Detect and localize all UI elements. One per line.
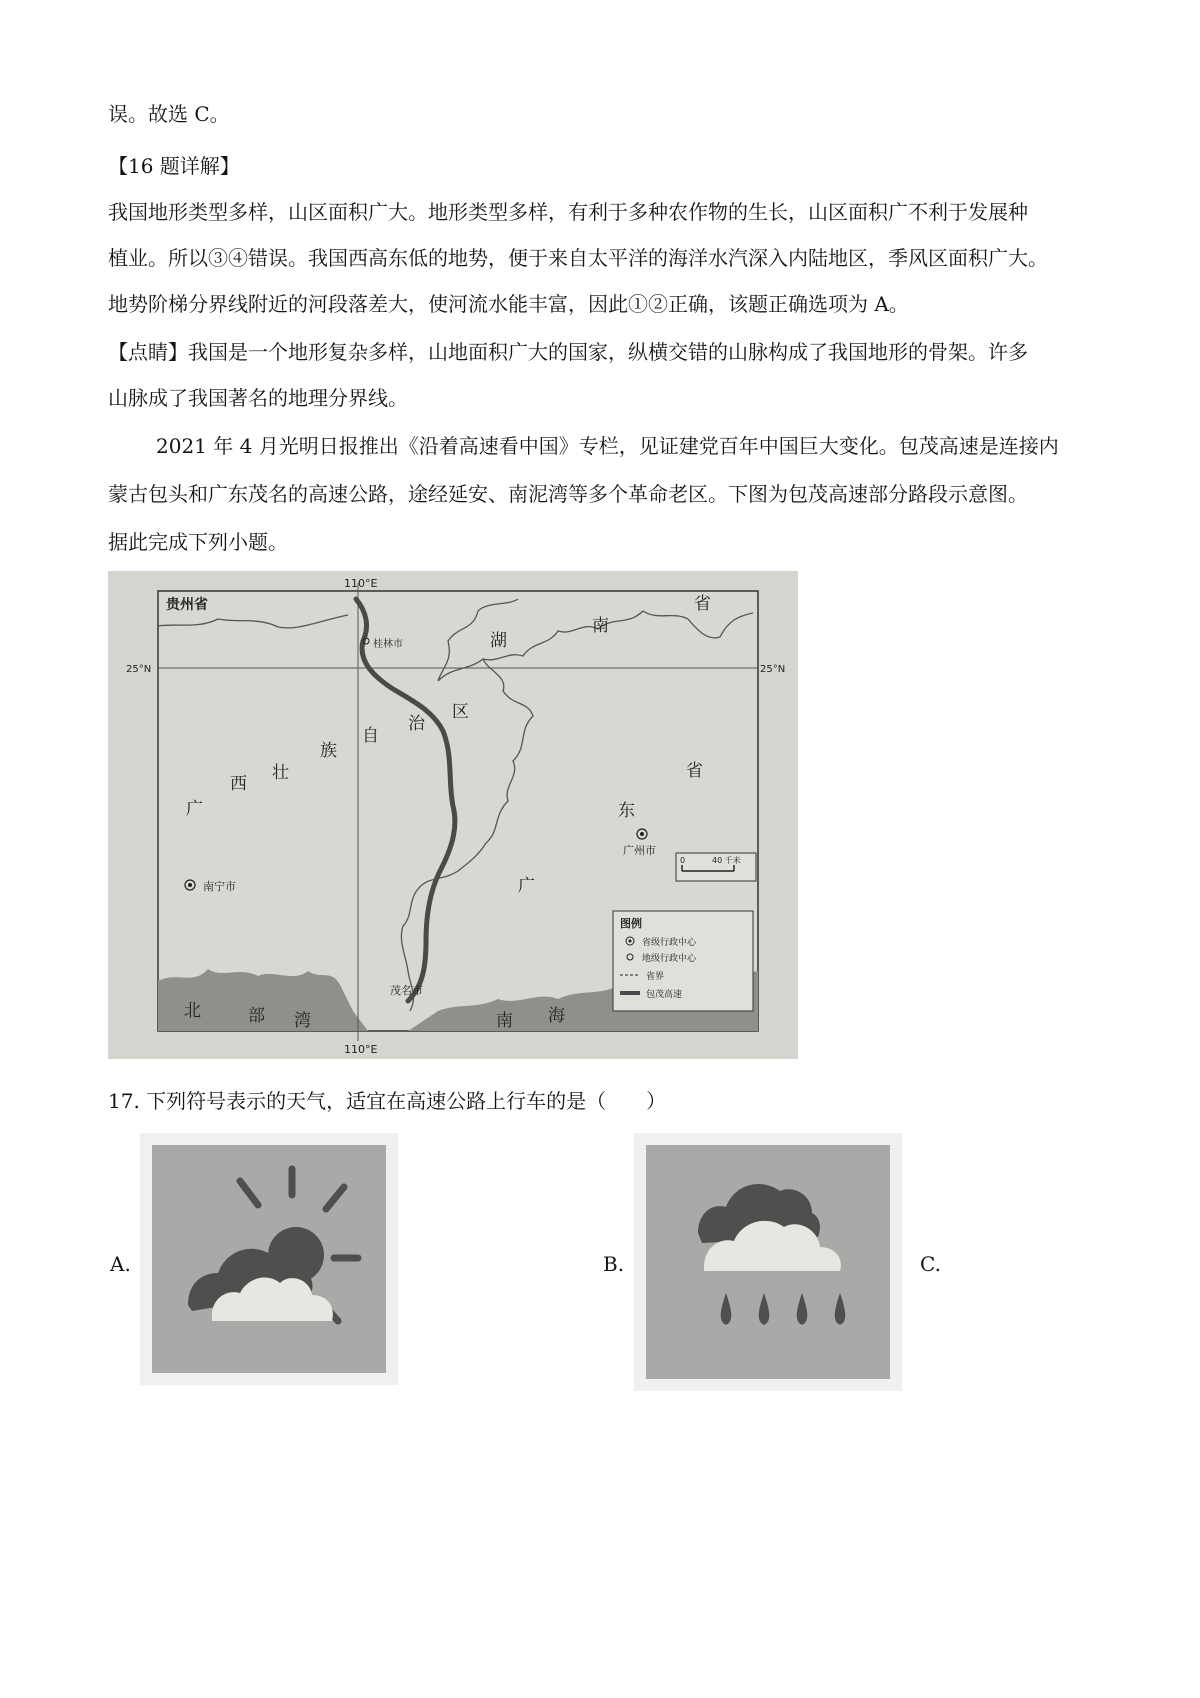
- guizhou-label: 贵州省: [166, 597, 208, 613]
- guangxi-char-3: 壮: [272, 763, 289, 783]
- intro-line-2: 蒙古包头和广东茂名的高速公路，途经延安、南泥湾等多个革命老区。下图为包茂高速部分路段示意图。: [108, 482, 1028, 506]
- map-legend: [613, 911, 753, 1011]
- text-line-3: 我国地形类型多样，山区面积广大。地形类型多样，有利于多种农作物的生长，山区面积广不利于发展种: [108, 200, 1028, 224]
- lat-left-label: 25°N: [126, 664, 152, 675]
- guangxi-char-7: 区: [452, 702, 469, 722]
- guangxi-char-6: 治: [408, 714, 425, 734]
- scale-zero-label: 0: [680, 856, 686, 865]
- intro-line-3: 据此完成下列小题。: [108, 530, 288, 554]
- hunan-char-2: 南: [592, 616, 609, 636]
- cloud-rain-icon[interactable]: [634, 1133, 902, 1395]
- south-sea-char-1: 南: [496, 1011, 513, 1031]
- lon-top-label: 110°E: [344, 577, 378, 590]
- tip-line-1: 【点睛】我国是一个地形复杂多样，山地面积广大的国家，纵横交错的山脉构成了我国地形的骨架。许多: [108, 340, 1028, 364]
- text-line-1: 误。故选 C。: [108, 102, 230, 126]
- scale-value-label: 40 千米: [712, 856, 741, 865]
- maoming-label: 茂名市: [390, 984, 423, 997]
- tip-line-2: 山脉成了我国著名的地理分界线。: [108, 386, 408, 410]
- partly-cloudy-icon[interactable]: [140, 1133, 398, 1389]
- option-c-label[interactable]: C.: [920, 1252, 941, 1276]
- guangxi-char-1: 广: [186, 799, 203, 819]
- guangzhou-marker-dot: [640, 832, 644, 836]
- south-sea-char-2: 海: [548, 1006, 565, 1026]
- guangxi-char-2: 西: [230, 774, 247, 794]
- lon-bottom-label: 110°E: [344, 1043, 378, 1056]
- text-line-4: 植业。所以③④错误。我国西高东低的地势，便于来自太平洋的海洋水汽深入内陆地区，季风区面积广大。: [108, 246, 1048, 270]
- guangdong-char-1: 广: [518, 876, 535, 896]
- section-heading-16: 【16 题详解】: [108, 154, 240, 178]
- question-17: 17. 下列符号表示的天气，适宜在高速公路上行车的是（ ）: [108, 1089, 667, 1113]
- legend-title: 图例: [620, 917, 642, 930]
- guilin-label: 桂林市: [373, 639, 403, 650]
- legend-item-border: 省界: [646, 972, 665, 982]
- guangxi-char-4: 族: [320, 741, 337, 761]
- beibu-char-1: 北: [184, 1001, 201, 1021]
- map-svg: [108, 571, 798, 1059]
- nanning-label: 南宁市: [203, 880, 236, 893]
- beibu-char-2: 部: [248, 1006, 265, 1026]
- guangzhou-label: 广州市: [623, 844, 656, 857]
- legend-item-highway: 包茂高速: [646, 990, 683, 1000]
- guangxi-char-5: 自: [362, 726, 379, 746]
- scale-bar: [676, 853, 756, 881]
- legend-item-provincial: 省级行政中心: [642, 938, 697, 948]
- hunan-char-1: 湖: [490, 631, 507, 651]
- lat-right-label: 25°N: [760, 664, 786, 675]
- intro-line-1: 2021 年 4 月光明日报推出《沿着高速看中国》专栏，见证建党百年中国巨大变化。包茂高速是连接内: [156, 434, 1059, 458]
- highway-map: [108, 571, 798, 1059]
- option-b-label[interactable]: B.: [603, 1252, 625, 1276]
- legend-item-prefectural: 地级行政中心: [642, 954, 697, 964]
- guangdong-char-2: 东: [618, 801, 635, 821]
- guangdong-char-3: 省: [686, 761, 703, 781]
- nanning-marker-dot: [188, 883, 192, 887]
- hunan-char-3: 省: [694, 594, 711, 614]
- text-line-5: 地势阶梯分界线附近的河段落差大，使河流水能丰富，因此①②正确，该题正确选项为 A。: [108, 292, 909, 316]
- beibu-char-3: 湾: [294, 1011, 311, 1031]
- option-a-label[interactable]: A.: [110, 1252, 131, 1276]
